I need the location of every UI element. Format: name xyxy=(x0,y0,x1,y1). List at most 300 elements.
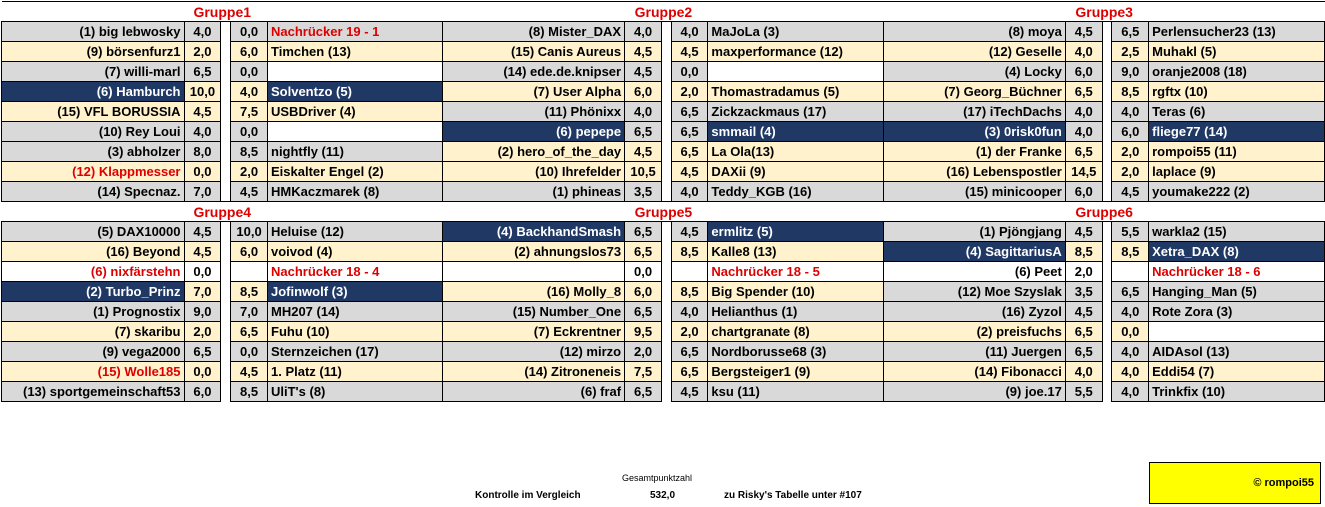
away-player: Thomastradamus (5) xyxy=(708,82,884,102)
score-divider xyxy=(661,22,671,42)
score-divider xyxy=(1102,242,1112,262)
score-divider xyxy=(661,122,671,142)
home-score: 2,0 xyxy=(625,342,662,362)
total-points-value: 532,0 xyxy=(650,490,676,501)
match-row xyxy=(2,322,1325,342)
away-player: Rote Zora (3) xyxy=(1149,302,1325,322)
score-divider xyxy=(221,82,231,102)
away-player: maxperformance (12) xyxy=(708,42,884,62)
home-score: 4,5 xyxy=(625,42,662,62)
group-header-row xyxy=(2,2,1325,22)
home-player: (6) Peet xyxy=(884,262,1065,282)
home-score: 4,5 xyxy=(625,142,662,162)
score-divider xyxy=(221,382,231,402)
home-player: (11) Phönixx xyxy=(443,102,625,122)
match-row xyxy=(2,242,1325,262)
home-player: (8) Mister_DAX xyxy=(443,22,625,42)
home-score: 8,0 xyxy=(184,142,221,162)
away-score: 8,5 xyxy=(231,382,268,402)
home-score: 2,0 xyxy=(184,42,221,62)
away-player: USBDriver (4) xyxy=(268,102,443,122)
away-player: Nachrücker 18 - 4 xyxy=(268,262,443,282)
away-player: UliT's (8) xyxy=(268,382,443,402)
away-score: 4,5 xyxy=(1112,182,1149,202)
match-row xyxy=(2,42,1325,62)
match-row xyxy=(2,82,1325,102)
away-player: Sternzeichen (17) xyxy=(268,342,443,362)
home-player: (2) hero_of_the_day xyxy=(443,142,625,162)
away-player: Eiskalter Engel (2) xyxy=(268,162,443,182)
score-divider xyxy=(661,102,671,122)
home-player: (3) 0risk0fun xyxy=(884,122,1065,142)
score-divider xyxy=(1102,382,1112,402)
away-score: 5,5 xyxy=(1112,222,1149,242)
home-player: (17) iTechDachs xyxy=(884,102,1065,122)
away-score: 7,5 xyxy=(231,102,268,122)
home-player: (6) pepepe xyxy=(443,122,625,142)
home-score: 8,5 xyxy=(1065,242,1102,262)
home-player: (10) Rey Loui xyxy=(2,122,185,142)
home-score: 0,0 xyxy=(184,362,221,382)
compare-label: Kontrolle im Vergleich xyxy=(475,490,581,501)
match-row xyxy=(2,282,1325,302)
away-score: 2,0 xyxy=(671,82,708,102)
home-score: 3,5 xyxy=(1065,282,1102,302)
away-player: Heluise (12) xyxy=(268,222,443,242)
away-player: youmake222 (2) xyxy=(1149,182,1325,202)
home-score: 6,5 xyxy=(625,222,662,242)
match-row xyxy=(2,162,1325,182)
home-player: (6) fraf xyxy=(443,382,625,402)
score-divider xyxy=(221,102,231,122)
away-player xyxy=(708,62,884,82)
score-divider xyxy=(1102,22,1112,42)
away-score: 4,5 xyxy=(231,362,268,382)
away-score xyxy=(671,262,708,282)
score-divider xyxy=(661,242,671,262)
score-divider xyxy=(661,362,671,382)
home-player: (4) Locky xyxy=(884,62,1065,82)
score-divider xyxy=(1102,322,1112,342)
away-score: 6,5 xyxy=(1112,282,1149,302)
score-divider xyxy=(1102,102,1112,122)
away-player: smmail (4) xyxy=(708,122,884,142)
away-score xyxy=(231,262,268,282)
away-score: 4,5 xyxy=(671,222,708,242)
score-divider xyxy=(1102,122,1112,142)
home-player: (15) Number_One xyxy=(443,302,625,322)
score-divider xyxy=(1102,302,1112,322)
group-title: Gruppe1 xyxy=(2,2,443,22)
home-score: 4,5 xyxy=(1065,22,1102,42)
home-player: (16) Zyzol xyxy=(884,302,1065,322)
home-player: (15) minicooper xyxy=(884,182,1065,202)
away-player: Nachrücker 19 - 1 xyxy=(268,22,443,42)
away-player: rgftx (10) xyxy=(1149,82,1325,102)
home-score: 4,5 xyxy=(1065,302,1102,322)
match-row xyxy=(2,102,1325,122)
away-score: 9,0 xyxy=(1112,62,1149,82)
away-player: Hanging_Man (5) xyxy=(1149,282,1325,302)
score-divider xyxy=(1102,142,1112,162)
away-player: Trinkfix (10) xyxy=(1149,382,1325,402)
home-player: (5) DAX10000 xyxy=(2,222,185,242)
away-score: 4,0 xyxy=(1112,362,1149,382)
home-player: (12) mirzo xyxy=(443,342,625,362)
home-player: (2) Turbo_Prinz xyxy=(2,282,185,302)
away-score: 8,5 xyxy=(671,282,708,302)
away-player: Perlensucher23 (13) xyxy=(1149,22,1325,42)
home-score: 6,5 xyxy=(625,242,662,262)
away-score: 0,0 xyxy=(231,122,268,142)
score-divider xyxy=(221,242,231,262)
score-divider xyxy=(221,222,231,242)
score-divider xyxy=(661,42,671,62)
score-divider xyxy=(221,282,231,302)
home-score: 6,5 xyxy=(625,122,662,142)
match-row xyxy=(2,382,1325,402)
home-player: (6) nixfärstehn xyxy=(2,262,185,282)
home-player: (3) abholzer xyxy=(2,142,185,162)
away-player: Xetra_DAX (8) xyxy=(1149,242,1325,262)
home-score: 4,5 xyxy=(1065,222,1102,242)
home-score: 4,5 xyxy=(184,222,221,242)
home-player: (6) Hamburch xyxy=(2,82,185,102)
home-player: (1) der Franke xyxy=(884,142,1065,162)
match-row xyxy=(2,142,1325,162)
away-score: 4,0 xyxy=(671,302,708,322)
score-divider xyxy=(1102,162,1112,182)
home-score: 7,0 xyxy=(184,182,221,202)
away-score: 6,0 xyxy=(231,242,268,262)
home-player: (7) User Alpha xyxy=(443,82,625,102)
score-divider xyxy=(661,342,671,362)
away-player: Nachrücker 18 - 5 xyxy=(708,262,884,282)
score-divider xyxy=(1102,62,1112,82)
group-title: Gruppe2 xyxy=(443,2,884,22)
away-player: voivod (4) xyxy=(268,242,443,262)
away-score: 0,0 xyxy=(1112,322,1149,342)
home-score: 6,0 xyxy=(184,382,221,402)
score-divider xyxy=(221,122,231,142)
away-player: Timchen (13) xyxy=(268,42,443,62)
away-score: 6,5 xyxy=(671,342,708,362)
away-score: 6,0 xyxy=(231,42,268,62)
match-row xyxy=(2,122,1325,142)
away-score: 0,0 xyxy=(231,342,268,362)
home-player: (11) Juergen xyxy=(884,342,1065,362)
home-player: (7) willi-marl xyxy=(2,62,185,82)
home-score: 14,5 xyxy=(1065,162,1102,182)
credit-text: © rompoi55 xyxy=(1253,477,1314,489)
score-divider xyxy=(661,62,671,82)
away-score: 8,5 xyxy=(231,142,268,162)
away-score: 0,0 xyxy=(231,62,268,82)
away-player: La Ola(13) xyxy=(708,142,884,162)
score-divider xyxy=(1102,82,1112,102)
away-score: 4,0 xyxy=(1112,102,1149,122)
score-divider xyxy=(661,302,671,322)
away-score: 8,5 xyxy=(1112,242,1149,262)
score-divider xyxy=(221,182,231,202)
away-score: 7,0 xyxy=(231,302,268,322)
away-player: chartgranate (8) xyxy=(708,322,884,342)
away-score: 4,0 xyxy=(1112,382,1149,402)
away-score: 4,0 xyxy=(671,182,708,202)
away-score: 4,5 xyxy=(671,42,708,62)
away-score: 10,0 xyxy=(231,222,268,242)
away-score: 4,0 xyxy=(231,82,268,102)
home-score: 4,0 xyxy=(184,122,221,142)
home-score: 2,0 xyxy=(184,322,221,342)
away-score: 0,0 xyxy=(231,22,268,42)
score-divider xyxy=(221,342,231,362)
score-divider xyxy=(1102,342,1112,362)
away-player: Nordborusse68 (3) xyxy=(708,342,884,362)
away-score: 2,0 xyxy=(1112,162,1149,182)
score-divider xyxy=(221,362,231,382)
away-score: 4,5 xyxy=(671,162,708,182)
home-score: 4,0 xyxy=(1065,362,1102,382)
away-score: 4,5 xyxy=(231,182,268,202)
score-divider xyxy=(661,282,671,302)
home-score: 0,0 xyxy=(184,162,221,182)
credit-box xyxy=(1149,462,1321,504)
home-score: 6,5 xyxy=(1065,82,1102,102)
match-row xyxy=(2,262,1325,282)
away-player: laplace (9) xyxy=(1149,162,1325,182)
score-divider xyxy=(1102,282,1112,302)
home-score: 9,0 xyxy=(184,302,221,322)
tournament-grid xyxy=(1,1,1325,402)
home-player: (16) Beyond xyxy=(2,242,185,262)
home-player: (2) ahnungslos73 xyxy=(443,242,625,262)
home-score: 5,5 xyxy=(1065,382,1102,402)
home-player: (14) ede.de.knipser xyxy=(443,62,625,82)
away-player: Nachrücker 18 - 6 xyxy=(1149,262,1325,282)
home-player: (15) Canis Aureus xyxy=(443,42,625,62)
home-player: (2) preisfuchs xyxy=(884,322,1065,342)
home-player: (1) Prognostix xyxy=(2,302,185,322)
away-score: 4,0 xyxy=(1112,342,1149,362)
home-score: 10,5 xyxy=(625,162,662,182)
away-player: Fuhu (10) xyxy=(268,322,443,342)
away-player: rompoi55 (11) xyxy=(1149,142,1325,162)
home-player: (9) vega2000 xyxy=(2,342,185,362)
away-player: Big Spender (10) xyxy=(708,282,884,302)
match-row xyxy=(2,222,1325,242)
away-score: 4,0 xyxy=(1112,302,1149,322)
away-score: 4,0 xyxy=(671,22,708,42)
home-score: 7,5 xyxy=(625,362,662,382)
away-player: MaJoLa (3) xyxy=(708,22,884,42)
away-player xyxy=(268,62,443,82)
home-player: (12) Klappmesser xyxy=(2,162,185,182)
home-player: (4) BackhandSmash xyxy=(443,222,625,242)
total-points-label: Gesamtpunktzahl xyxy=(622,473,693,483)
match-row xyxy=(2,182,1325,202)
reference-note: zu Risky's Tabelle unter #107 xyxy=(724,490,862,501)
home-player: (1) Pjöngjang xyxy=(884,222,1065,242)
home-score: 9,5 xyxy=(625,322,662,342)
home-score: 4,0 xyxy=(1065,42,1102,62)
home-score: 4,5 xyxy=(184,102,221,122)
home-score: 6,5 xyxy=(184,62,221,82)
score-divider xyxy=(661,82,671,102)
home-score: 6,0 xyxy=(1065,62,1102,82)
home-player: (12) Geselle xyxy=(884,42,1065,62)
home-player: (9) joe.17 xyxy=(884,382,1065,402)
away-player: AIDAsol (13) xyxy=(1149,342,1325,362)
home-player: (7) Eckrentner xyxy=(443,322,625,342)
away-score: 6,5 xyxy=(671,102,708,122)
score-divider xyxy=(1102,182,1112,202)
match-row xyxy=(2,362,1325,382)
score-divider xyxy=(661,162,671,182)
home-player: (13) sportgemeinschaft53 xyxy=(2,382,185,402)
away-score: 6,5 xyxy=(671,122,708,142)
away-player: Zickzackmaus (17) xyxy=(708,102,884,122)
home-score: 0,0 xyxy=(184,262,221,282)
home-score: 6,5 xyxy=(1065,342,1102,362)
home-score: 6,5 xyxy=(625,302,662,322)
score-divider xyxy=(661,142,671,162)
away-player xyxy=(268,122,443,142)
group-title: Gruppe6 xyxy=(884,202,1325,222)
home-score: 10,0 xyxy=(184,82,221,102)
away-player: MH207 (14) xyxy=(268,302,443,322)
away-player: Kalle8 (13) xyxy=(708,242,884,262)
home-score: 6,5 xyxy=(625,382,662,402)
home-score: 6,5 xyxy=(1065,322,1102,342)
score-divider xyxy=(221,302,231,322)
score-divider xyxy=(661,222,671,242)
away-score: 6,0 xyxy=(1112,122,1149,142)
home-player xyxy=(443,262,625,282)
score-divider xyxy=(221,42,231,62)
away-score: 8,5 xyxy=(231,282,268,302)
home-score: 4,5 xyxy=(184,242,221,262)
score-divider xyxy=(1102,42,1112,62)
match-row xyxy=(2,342,1325,362)
away-player: 1. Platz (11) xyxy=(268,362,443,382)
home-player: (7) Georg_Büchner xyxy=(884,82,1065,102)
away-player: ksu (11) xyxy=(708,382,884,402)
home-score: 6,0 xyxy=(1065,182,1102,202)
away-score: 2,5 xyxy=(1112,42,1149,62)
away-score: 0,0 xyxy=(671,62,708,82)
away-score: 2,0 xyxy=(231,162,268,182)
home-score: 7,0 xyxy=(184,282,221,302)
home-player: (1) big lebwosky xyxy=(2,22,185,42)
away-score: 6,5 xyxy=(231,322,268,342)
away-score: 6,5 xyxy=(671,142,708,162)
away-player: Helianthus (1) xyxy=(708,302,884,322)
away-score: 6,5 xyxy=(671,362,708,382)
home-score: 3,5 xyxy=(625,182,662,202)
away-player: DAXii (9) xyxy=(708,162,884,182)
home-player: (14) Specnaz. xyxy=(2,182,185,202)
home-score: 4,0 xyxy=(625,22,662,42)
score-divider xyxy=(661,182,671,202)
home-score: 6,0 xyxy=(625,282,662,302)
away-player: Bergsteiger1 (9) xyxy=(708,362,884,382)
home-player: (1) phineas xyxy=(443,182,625,202)
home-player: (14) Fibonacci xyxy=(884,362,1065,382)
home-player: (4) SagittariusA xyxy=(884,242,1065,262)
away-score: 8,5 xyxy=(671,242,708,262)
home-player: (9) börsenfurz1 xyxy=(2,42,185,62)
home-score: 4,0 xyxy=(1065,122,1102,142)
home-score: 6,5 xyxy=(1065,142,1102,162)
score-divider xyxy=(1102,262,1112,282)
home-score: 4,0 xyxy=(1065,102,1102,122)
home-player: (10) Ihrefelder xyxy=(443,162,625,182)
home-player: (12) Moe Szyslak xyxy=(884,282,1065,302)
home-player: (7) skaribu xyxy=(2,322,185,342)
group-header-row xyxy=(2,202,1325,222)
score-divider xyxy=(221,262,231,282)
score-divider xyxy=(221,162,231,182)
away-player: oranje2008 (18) xyxy=(1149,62,1325,82)
away-score: 4,5 xyxy=(671,382,708,402)
group-title: Gruppe4 xyxy=(2,202,443,222)
score-divider xyxy=(221,62,231,82)
away-player xyxy=(1149,322,1325,342)
home-score: 2,0 xyxy=(1065,262,1102,282)
away-player: Eddi54 (7) xyxy=(1149,362,1325,382)
away-player: Solventzo (5) xyxy=(268,82,443,102)
home-score: 0,0 xyxy=(625,262,662,282)
group-title: Gruppe5 xyxy=(443,202,884,222)
match-row xyxy=(2,302,1325,322)
away-score: 8,5 xyxy=(1112,82,1149,102)
match-row xyxy=(2,62,1325,82)
score-divider xyxy=(1102,362,1112,382)
home-player: (15) Wolle185 xyxy=(2,362,185,382)
home-player: (14) Zitroneneis xyxy=(443,362,625,382)
away-player: HMKaczmarek (8) xyxy=(268,182,443,202)
match-row xyxy=(2,22,1325,42)
home-score: 4,0 xyxy=(625,102,662,122)
score-divider xyxy=(661,382,671,402)
score-divider xyxy=(221,22,231,42)
away-player: Teddy_KGB (16) xyxy=(708,182,884,202)
score-divider xyxy=(221,322,231,342)
group-title: Gruppe3 xyxy=(884,2,1325,22)
home-player: (8) moya xyxy=(884,22,1065,42)
home-score: 6,5 xyxy=(184,342,221,362)
away-player: nightfly (11) xyxy=(268,142,443,162)
score-divider xyxy=(221,142,231,162)
home-player: (15) VFL BORUSSIA xyxy=(2,102,185,122)
away-player: warkla2 (15) xyxy=(1149,222,1325,242)
away-score: 6,5 xyxy=(1112,22,1149,42)
away-player: ermlitz (5) xyxy=(708,222,884,242)
score-divider xyxy=(661,262,671,282)
score-divider xyxy=(1102,222,1112,242)
away-score xyxy=(1112,262,1149,282)
home-player: (16) Molly_8 xyxy=(443,282,625,302)
away-player: Muhakl (5) xyxy=(1149,42,1325,62)
away-player: Teras (6) xyxy=(1149,102,1325,122)
away-score: 2,0 xyxy=(1112,142,1149,162)
away-score: 2,0 xyxy=(671,322,708,342)
away-player: Jofinwolf (3) xyxy=(268,282,443,302)
home-score: 4,0 xyxy=(184,22,221,42)
home-score: 4,5 xyxy=(625,62,662,82)
home-score: 6,0 xyxy=(625,82,662,102)
